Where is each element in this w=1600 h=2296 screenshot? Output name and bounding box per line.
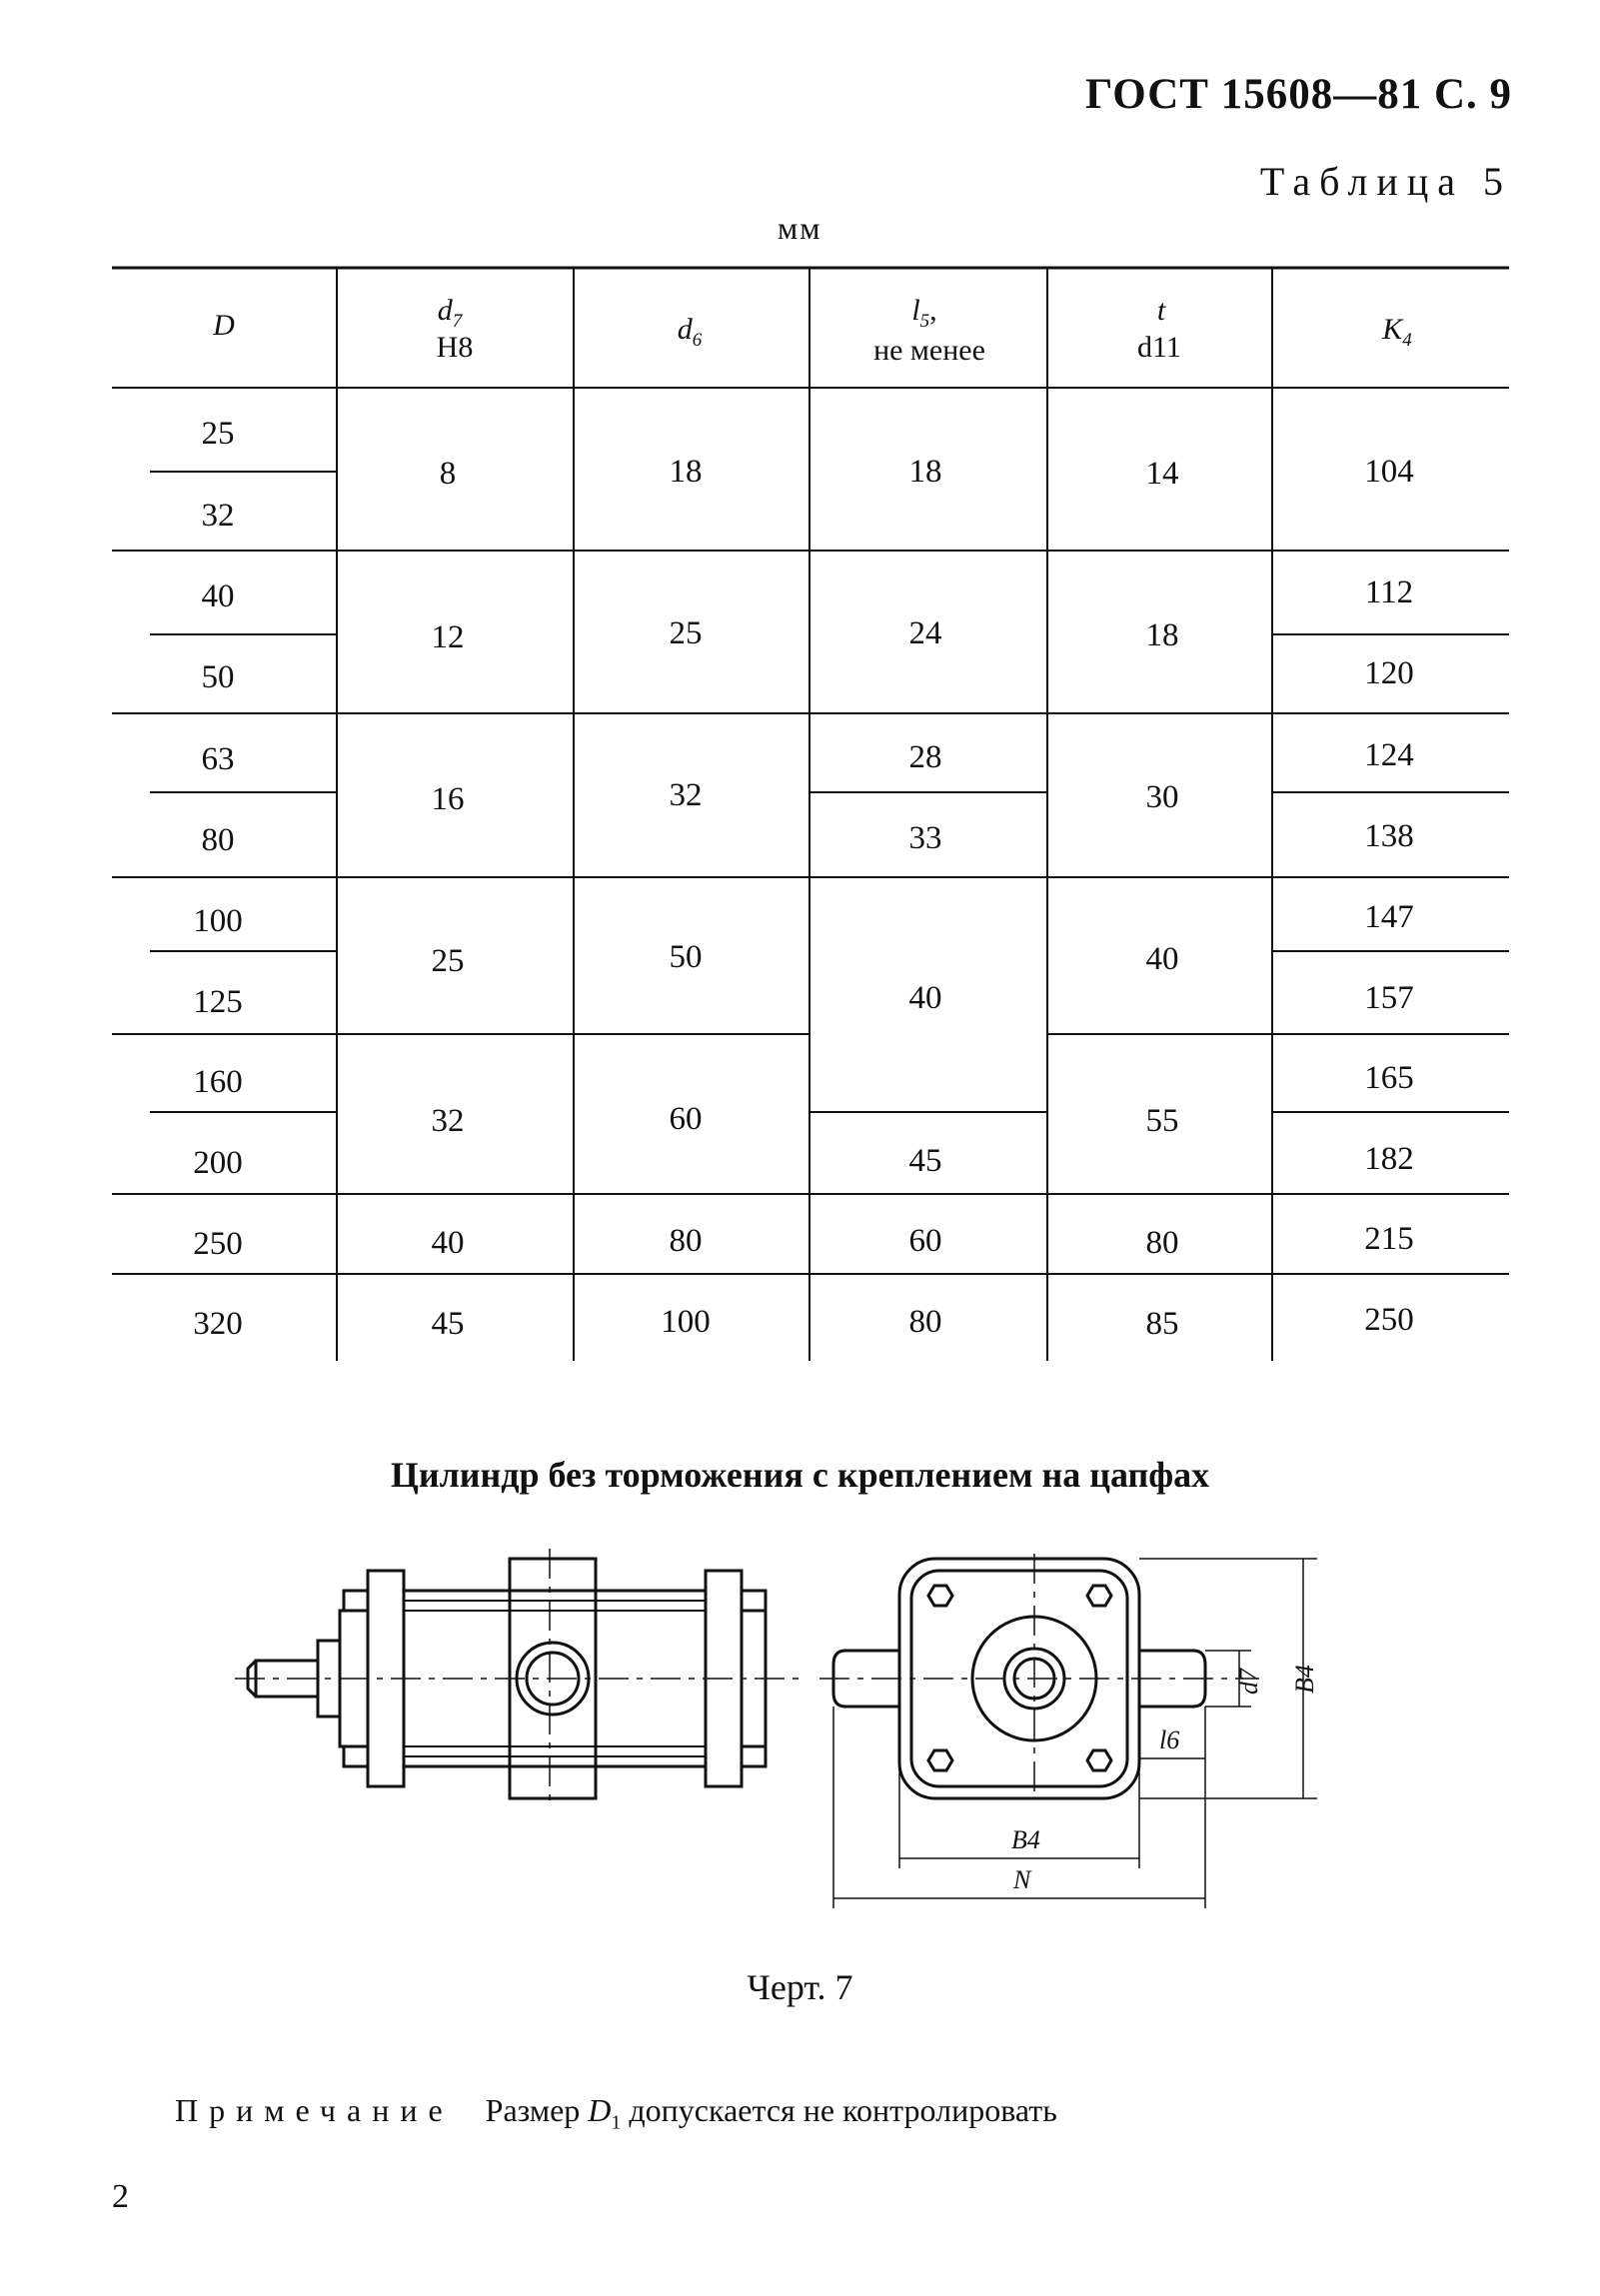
svg-text:H8: H8 [436, 331, 474, 364]
col-header-D: D [213, 309, 235, 342]
figure-caption: Цилиндр без торможения с креплением на цапфах [390, 1455, 1210, 1495]
label-B4-bottom: B4 [1011, 1825, 1040, 1854]
table-cell: 12 [431, 619, 465, 655]
table-cell: 14 [1145, 456, 1179, 492]
note-label: Примечание [175, 2092, 454, 2128]
note-text-after: допускается не контролировать [621, 2092, 1057, 2128]
table-cell: 45 [431, 1306, 465, 1342]
table-cell: 18 [669, 454, 703, 490]
table-cell: 138 [1364, 818, 1414, 854]
svg-text:не менее: не менее [873, 334, 985, 367]
table-cell: 124 [1364, 737, 1414, 773]
table-cell: 55 [1145, 1103, 1179, 1139]
table-cell: 104 [1364, 454, 1414, 490]
table-cell: 16 [431, 781, 465, 817]
table-cell: 60 [669, 1101, 703, 1137]
table-cell: 45 [908, 1143, 942, 1179]
table-cell: 33 [908, 820, 942, 856]
table-cell: 80 [908, 1304, 942, 1340]
table-cell: 125 [193, 984, 243, 1020]
table-cell: 85 [1145, 1306, 1179, 1342]
table-cell: 120 [1364, 655, 1414, 691]
svg-text:d7: $d_7$ [437, 294, 463, 332]
note-symbol-index: 1 [611, 2111, 622, 2134]
standard-header: ГОСТ 15608—81 С. 9 [1084, 71, 1512, 118]
table-cell: 63 [201, 741, 235, 777]
svg-text:d11: d11 [1137, 331, 1181, 364]
table-cell: 320 [193, 1306, 243, 1342]
label-B4-side: B4 [1290, 1665, 1319, 1694]
table-cell: 165 [1364, 1060, 1414, 1096]
table-cell: 80 [1145, 1225, 1179, 1261]
page-number: 2 [112, 2178, 129, 2215]
front-view [819, 1554, 1317, 1908]
table-cell: 112 [1364, 574, 1414, 610]
label-d7: d7 [1234, 1669, 1263, 1695]
table-cell: 250 [1364, 1302, 1414, 1338]
table-cell: 25 [201, 416, 235, 452]
table-cell: 24 [908, 615, 942, 651]
table-cell: 60 [908, 1223, 942, 1259]
table-label: Таблица 5 [1259, 159, 1512, 204]
table-cell: 40 [1145, 941, 1179, 977]
table-cell: 32 [431, 1103, 465, 1139]
table-cell: 160 [193, 1064, 243, 1100]
table-cell: 32 [201, 498, 235, 534]
table-cell: 25 [669, 615, 703, 651]
table-cell: 147 [1364, 899, 1414, 935]
table-cell: 25 [431, 943, 465, 979]
table-cell: 18 [908, 454, 942, 490]
svg-text:l5,: $l_5$, [911, 294, 937, 332]
note [175, 2092, 1057, 2134]
label-N: N [1013, 1865, 1031, 1894]
table-cell: 28 [908, 739, 942, 775]
side-view [235, 1549, 800, 1808]
col-header-d6: $d_6$ [677, 313, 703, 351]
note-text-before: Размер [485, 2092, 589, 2128]
table-cell: 100 [661, 1304, 711, 1340]
table-cell: 40 [201, 578, 235, 614]
table-cell: 40 [908, 980, 942, 1016]
units-label: мм [778, 210, 822, 246]
table-cell: 215 [1364, 1221, 1414, 1257]
table-cell: 250 [193, 1226, 243, 1262]
table-cell: 80 [201, 822, 235, 858]
table-cell: 8 [439, 456, 457, 492]
note-symbol: D [588, 2092, 612, 2128]
table-cell: 18 [1145, 617, 1179, 653]
table-cell: 40 [431, 1225, 465, 1261]
table-cell: 157 [1364, 980, 1414, 1016]
svg-text:t: t [1156, 294, 1166, 327]
table-cell: 50 [669, 939, 703, 975]
table-cell: 50 [201, 659, 235, 695]
label-l6: l6 [1159, 1725, 1180, 1754]
table-cell: 30 [1145, 779, 1179, 815]
col-header-K4: $K_4$ [1382, 313, 1412, 351]
table-cell: 200 [193, 1145, 243, 1181]
table-cell: 100 [193, 903, 243, 939]
table-cell: 182 [1364, 1141, 1414, 1177]
drawing-label: Черт. 7 [747, 1967, 853, 2007]
table-cell: 80 [669, 1223, 703, 1259]
table-cell: 32 [669, 777, 703, 813]
